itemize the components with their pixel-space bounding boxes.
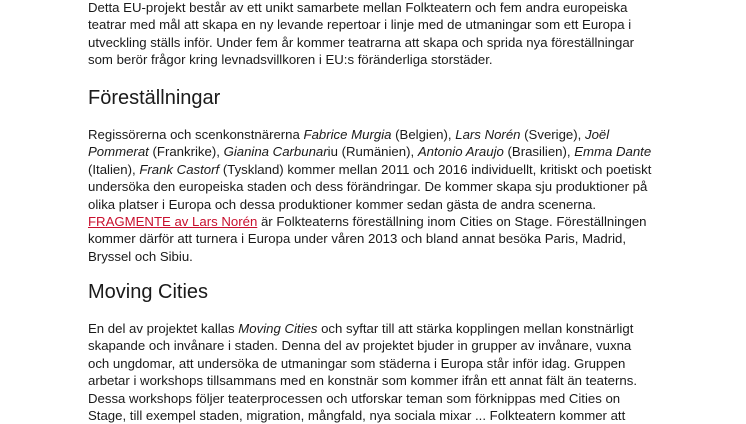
paragraph-line: skapande och invånare i staden. Denna del av projektet bjuder in grupper av invånare, vuxna (88, 338, 632, 354)
paragraph-line: och ungdomar, att undersöka de utmaningar som städerna i Europa står inför idag. Gruppen (88, 355, 626, 371)
fragmente-link[interactable]: FRAGMENTE av Lars Norén (88, 214, 258, 230)
text-run: och syftar till att stärka kopplingen mellan konstnärligt (317, 321, 634, 336)
paragraph-line: kommer därför att turnera i Europa under våren 2013 och bland annat besöka Paris, Madrid, (88, 231, 627, 247)
paragraph-line (88, 126, 662, 143)
paragraph-line: Dessa workshops följer teaterprocessen och utforskar teman som förknippas med Cities on (88, 390, 621, 406)
intro-line: teatrar med mål att skapa en ny levande repertoar i linje med de utmaningar som ett Europa i (88, 17, 632, 33)
moving-cities-paragraph (88, 320, 662, 424)
intro-line: Detta EU-projekt består av ett unikt samarbete mellan Folkteatern och fem andra europeiska (88, 0, 628, 15)
text-run: (Frankrike), (148, 144, 224, 160)
director-name: Gianina Carbunar (223, 144, 328, 160)
text-run: (Tyskland) kommer mellan 2011 och 2016 individuellt, kritiskt och poetiskt (219, 161, 652, 177)
paragraph-line: undersöka den europeiska staden och dess förändringar. De kommer skapa sju produktioner på (88, 179, 648, 195)
paragraph-line: arbetar i workshops tillsammans med en konstnär som kommer ifrån ett annat fält än teaterns. (88, 373, 637, 389)
director-name: Frank Castorf (139, 161, 220, 177)
text-run: (Italien), (88, 161, 140, 177)
heading-forestallningar: Föreställningar (88, 87, 221, 109)
director-name: Fabrice Murgia (303, 127, 392, 142)
text-run: (Belgien), (391, 127, 456, 142)
text-run: (Brasilien), (503, 144, 575, 160)
paragraph-line (88, 213, 662, 230)
director-name: Pommerat (88, 144, 149, 160)
intro-line: som berör frågor kring levnadsvillkoren i EU:s föränderliga storstäder. (88, 52, 493, 68)
director-name: Emma Dante (574, 144, 652, 160)
director-name: Antonio Araujo (417, 144, 504, 160)
intro-paragraph (88, 0, 662, 69)
directors-paragraph (88, 126, 662, 265)
intro-line: utveckling ställs inför. Under fem år kommer teatrarna att skapa och sprida nya föreställningar (88, 34, 635, 50)
paragraph-line: olika platser i Europa och dessa produktioner kommer sedan gästa de andra scenerna. (88, 196, 597, 212)
heading-moving-cities: Moving Cities (88, 281, 209, 303)
director-name: Joël (585, 127, 610, 142)
text-run: En del av projektet kallas (88, 321, 239, 336)
paragraph-line: Stage, till exempel staden, migration, mångfald, nya sociala mixar ... Folkteatern kommer att (88, 408, 626, 424)
paragraph-line (88, 320, 662, 337)
emphasis-text: Moving Cities (238, 321, 318, 336)
paragraph-line (88, 161, 662, 178)
text-run: är Folkteaterns föreställning inom Cities on Stage. Föreställningen (257, 214, 647, 230)
paragraph-line (88, 143, 662, 160)
text-run: (Sverige), (520, 127, 585, 142)
text-run: iu (Rumänien), (327, 144, 418, 160)
paragraph-line: Bryssel och Sibiu. (88, 248, 193, 264)
director-name: Lars Norén (455, 127, 521, 142)
text-run: Regissörerna och scenkonstnärerna (88, 127, 304, 142)
